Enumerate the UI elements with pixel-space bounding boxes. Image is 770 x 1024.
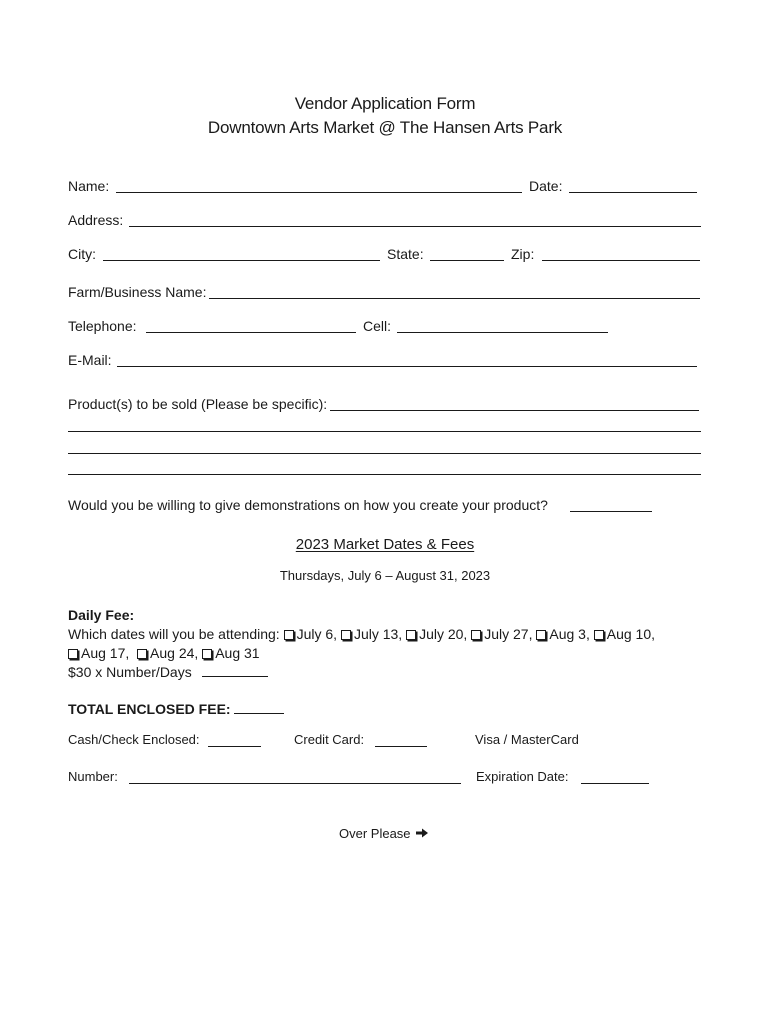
date-option-aug-10[interactable]: Aug 10, xyxy=(594,626,655,642)
credit-card-field[interactable] xyxy=(375,746,427,747)
daily-fee-label: Daily Fee: xyxy=(68,607,135,623)
farm-business-field[interactable] xyxy=(209,298,700,299)
zip-field[interactable] xyxy=(542,260,700,261)
expiration-field[interactable] xyxy=(581,783,649,784)
checkbox-icon xyxy=(284,630,294,640)
market-date-range: Thursdays, July 6 – August 31, 2023 xyxy=(279,568,491,583)
state-field[interactable] xyxy=(430,260,504,261)
products-field[interactable] xyxy=(330,410,699,411)
email-field[interactable] xyxy=(117,366,697,367)
checkbox-icon xyxy=(341,630,351,640)
attending-row-1 xyxy=(68,625,655,644)
date-label: Date: xyxy=(529,178,563,194)
date-option-july-27[interactable]: July 27, xyxy=(471,626,532,642)
over-please xyxy=(339,826,429,841)
products-line-2[interactable] xyxy=(68,431,701,432)
arrow-right-icon xyxy=(415,827,429,839)
date-option-aug-24[interactable]: Aug 24, xyxy=(137,645,198,661)
telephone-label: Telephone: xyxy=(68,318,137,334)
card-number-label: Number: xyxy=(68,769,118,784)
cash-check-field[interactable] xyxy=(208,746,261,747)
total-field[interactable] xyxy=(234,702,284,714)
cell-label: Cell: xyxy=(363,318,392,334)
zip-label: Zip: xyxy=(511,246,535,262)
credit-card-label: Credit Card: xyxy=(294,732,365,747)
fee-formula-row xyxy=(68,663,268,682)
city-field[interactable] xyxy=(103,260,380,261)
market-heading: 2023 Market Dates & Fees xyxy=(295,536,475,553)
checkbox-icon xyxy=(471,630,481,640)
date-option-aug-3[interactable]: Aug 3, xyxy=(536,626,589,642)
products-label: Product(s) to be sold (Please be specific): xyxy=(68,396,328,412)
fee-formula-field[interactable] xyxy=(202,665,268,677)
total-label: TOTAL ENCLOSED FEE: xyxy=(68,701,231,717)
checkbox-icon xyxy=(202,649,212,659)
cell-field[interactable] xyxy=(397,332,608,333)
demonstrations-field[interactable] xyxy=(570,511,652,512)
form-subtitle: Downtown Arts Market @ The Hansen Arts Park xyxy=(207,118,563,137)
checkbox-icon xyxy=(68,649,78,659)
attending-question: Which dates will you be attending: xyxy=(68,626,280,642)
email-label: E-Mail: xyxy=(68,352,112,368)
address-label: Address: xyxy=(68,212,124,228)
checkbox-icon xyxy=(536,630,546,640)
date-option-july-13[interactable]: July 13, xyxy=(341,626,402,642)
attending-row-2 xyxy=(68,644,260,663)
products-line-3[interactable] xyxy=(68,453,701,454)
form-title: Vendor Application Form xyxy=(294,94,476,113)
city-label: City: xyxy=(68,246,96,262)
fee-formula-label: $30 x Number/Days xyxy=(68,664,192,680)
checkbox-icon xyxy=(406,630,416,640)
over-please-label: Over Please xyxy=(339,826,411,841)
cash-check-label: Cash/Check Enclosed: xyxy=(68,732,200,747)
expiration-label: Expiration Date: xyxy=(476,769,569,784)
date-option-aug-17[interactable]: Aug 17, xyxy=(68,645,129,661)
address-field[interactable] xyxy=(129,226,701,227)
name-label: Name: xyxy=(68,178,110,194)
card-types: Visa / MasterCard xyxy=(475,732,579,747)
checkbox-icon xyxy=(137,649,147,659)
date-option-aug-31[interactable]: Aug 31 xyxy=(202,645,259,661)
date-option-july-6[interactable]: July 6, xyxy=(284,626,337,642)
products-line-4[interactable] xyxy=(68,474,701,475)
farm-business-label: Farm/Business Name: xyxy=(68,284,207,300)
checkbox-icon xyxy=(594,630,604,640)
demonstrations-label: Would you be willing to give demonstrations on how you create your product? xyxy=(68,497,548,513)
name-field[interactable] xyxy=(116,192,522,193)
card-number-field[interactable] xyxy=(129,783,461,784)
telephone-field[interactable] xyxy=(146,332,356,333)
total-row xyxy=(68,700,284,719)
date-field[interactable] xyxy=(569,192,697,193)
date-option-july-20[interactable]: July 20, xyxy=(406,626,467,642)
state-label: State: xyxy=(387,246,424,262)
